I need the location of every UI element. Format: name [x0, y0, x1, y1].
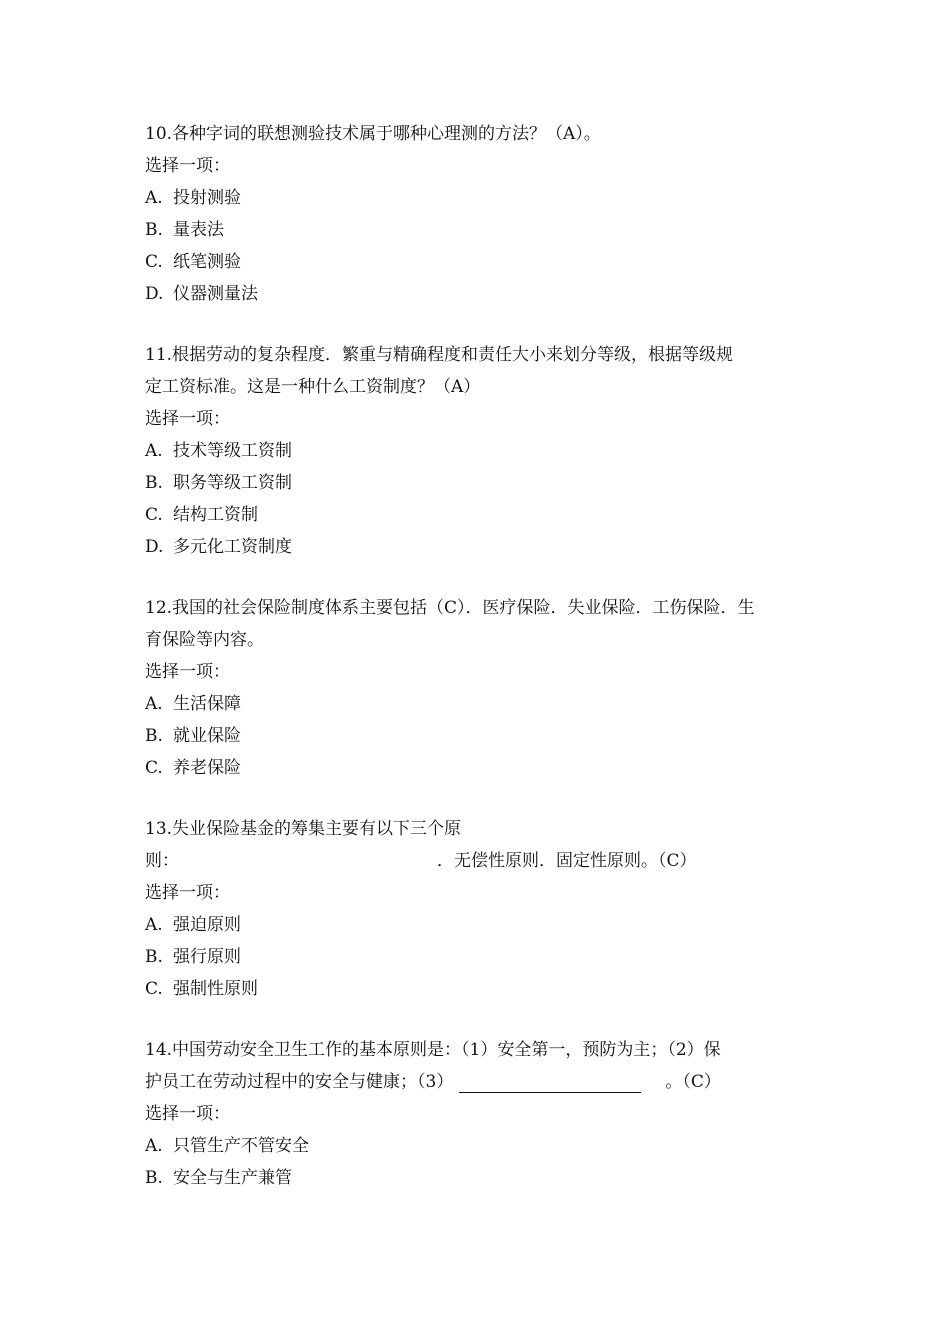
- option-c: [145, 973, 825, 1005]
- option-c: [145, 499, 825, 531]
- option-a: [145, 435, 825, 467]
- option-text: 多元化工资制度: [173, 537, 292, 557]
- option-letter: B.: [145, 1168, 163, 1188]
- question-stem-continued: 育保险等内容。: [145, 630, 264, 650]
- stem-line-end: ．无偿性原则．固定性原则。（C）: [437, 851, 697, 871]
- option-letter: A.: [145, 694, 163, 714]
- option-letter: A.: [145, 915, 163, 935]
- question-11: [145, 339, 825, 563]
- stem-line-start: 护员工在劳动过程中的安全与健康；（3）: [145, 1072, 454, 1092]
- option-text: 就业保险: [173, 726, 241, 746]
- option-d: [145, 531, 825, 563]
- question-13: [145, 813, 825, 1005]
- option-a: [145, 688, 825, 720]
- question-stem-continued: [145, 1066, 825, 1098]
- option-text: 职务等级工资制: [173, 473, 292, 493]
- question-stem: 11.根据劳动的复杂程度．繁重与精确程度和责任大小来划分等级，根据等级规: [145, 345, 734, 365]
- option-letter: A.: [145, 441, 163, 461]
- option-b: [145, 1162, 825, 1194]
- question-stem-continued: [145, 845, 825, 877]
- option-text: 量表法: [173, 220, 224, 240]
- option-a: [145, 1130, 825, 1162]
- option-text: 只管生产不管安全: [173, 1136, 309, 1156]
- option-letter: D.: [145, 537, 164, 557]
- option-text: 安全与生产兼管: [173, 1168, 292, 1188]
- question-12: [145, 592, 825, 784]
- question-stem-continued: 定工资标准。这是一种什么工资制度？（A）: [145, 377, 481, 397]
- stem-line-start: 则：: [145, 851, 179, 871]
- option-text: 纸笔测验: [173, 252, 241, 272]
- option-letter: B.: [145, 726, 163, 746]
- stem-line-end: 。（C）: [665, 1072, 721, 1092]
- question-stem: 14.中国劳动安全卫生工作的基本原则是：（1）安全第一，预防为主；（2）保: [145, 1040, 721, 1060]
- option-letter: B.: [145, 220, 163, 240]
- option-text: 技术等级工资制: [173, 441, 292, 461]
- choose-one-prompt: 选择一项：: [145, 409, 230, 429]
- option-letter: D.: [145, 284, 164, 304]
- option-b: [145, 941, 825, 973]
- option-text: 养老保险: [173, 758, 241, 778]
- choose-one-prompt: 选择一项：: [145, 156, 230, 176]
- option-letter: B.: [145, 473, 163, 493]
- option-b: [145, 467, 825, 499]
- choose-one-prompt: 选择一项：: [145, 883, 230, 903]
- option-letter: C.: [145, 979, 163, 999]
- option-letter: C.: [145, 758, 163, 778]
- option-a: [145, 909, 825, 941]
- option-letter: B.: [145, 947, 163, 967]
- option-letter: C.: [145, 252, 163, 272]
- option-text: 强制性原则: [173, 979, 258, 999]
- choose-one-prompt: 选择一项：: [145, 1104, 230, 1124]
- option-text: 投射测验: [173, 188, 241, 208]
- option-c: [145, 752, 825, 784]
- option-text: 强迫原则: [173, 915, 241, 935]
- option-letter: C.: [145, 505, 163, 525]
- option-letter: A.: [145, 1136, 163, 1156]
- option-b: [145, 720, 825, 752]
- option-d: [145, 278, 825, 310]
- question-stem: 10.各种字词的联想测验技术属于哪种心理测的方法？（A）。: [145, 124, 601, 144]
- choose-one-prompt: 选择一项：: [145, 662, 230, 682]
- question-stem: 13.失业保险基金的筹集主要有以下三个原: [145, 819, 462, 839]
- question-10: [145, 118, 825, 310]
- option-text: 强行原则: [173, 947, 241, 967]
- option-c: [145, 246, 825, 278]
- option-text: 结构工资制: [173, 505, 258, 525]
- option-text: 仪器测量法: [173, 284, 258, 304]
- option-letter: A.: [145, 188, 163, 208]
- question-14: [145, 1034, 825, 1194]
- option-text: 生活保障: [173, 694, 241, 714]
- document-page: [145, 118, 825, 1223]
- option-b: [145, 214, 825, 246]
- question-stem: 12.我国的社会保险制度体系主要包括（C）．医疗保险．失业保险．工伤保险．生: [145, 598, 755, 618]
- fill-in-blank: [459, 1074, 641, 1093]
- option-a: [145, 182, 825, 214]
